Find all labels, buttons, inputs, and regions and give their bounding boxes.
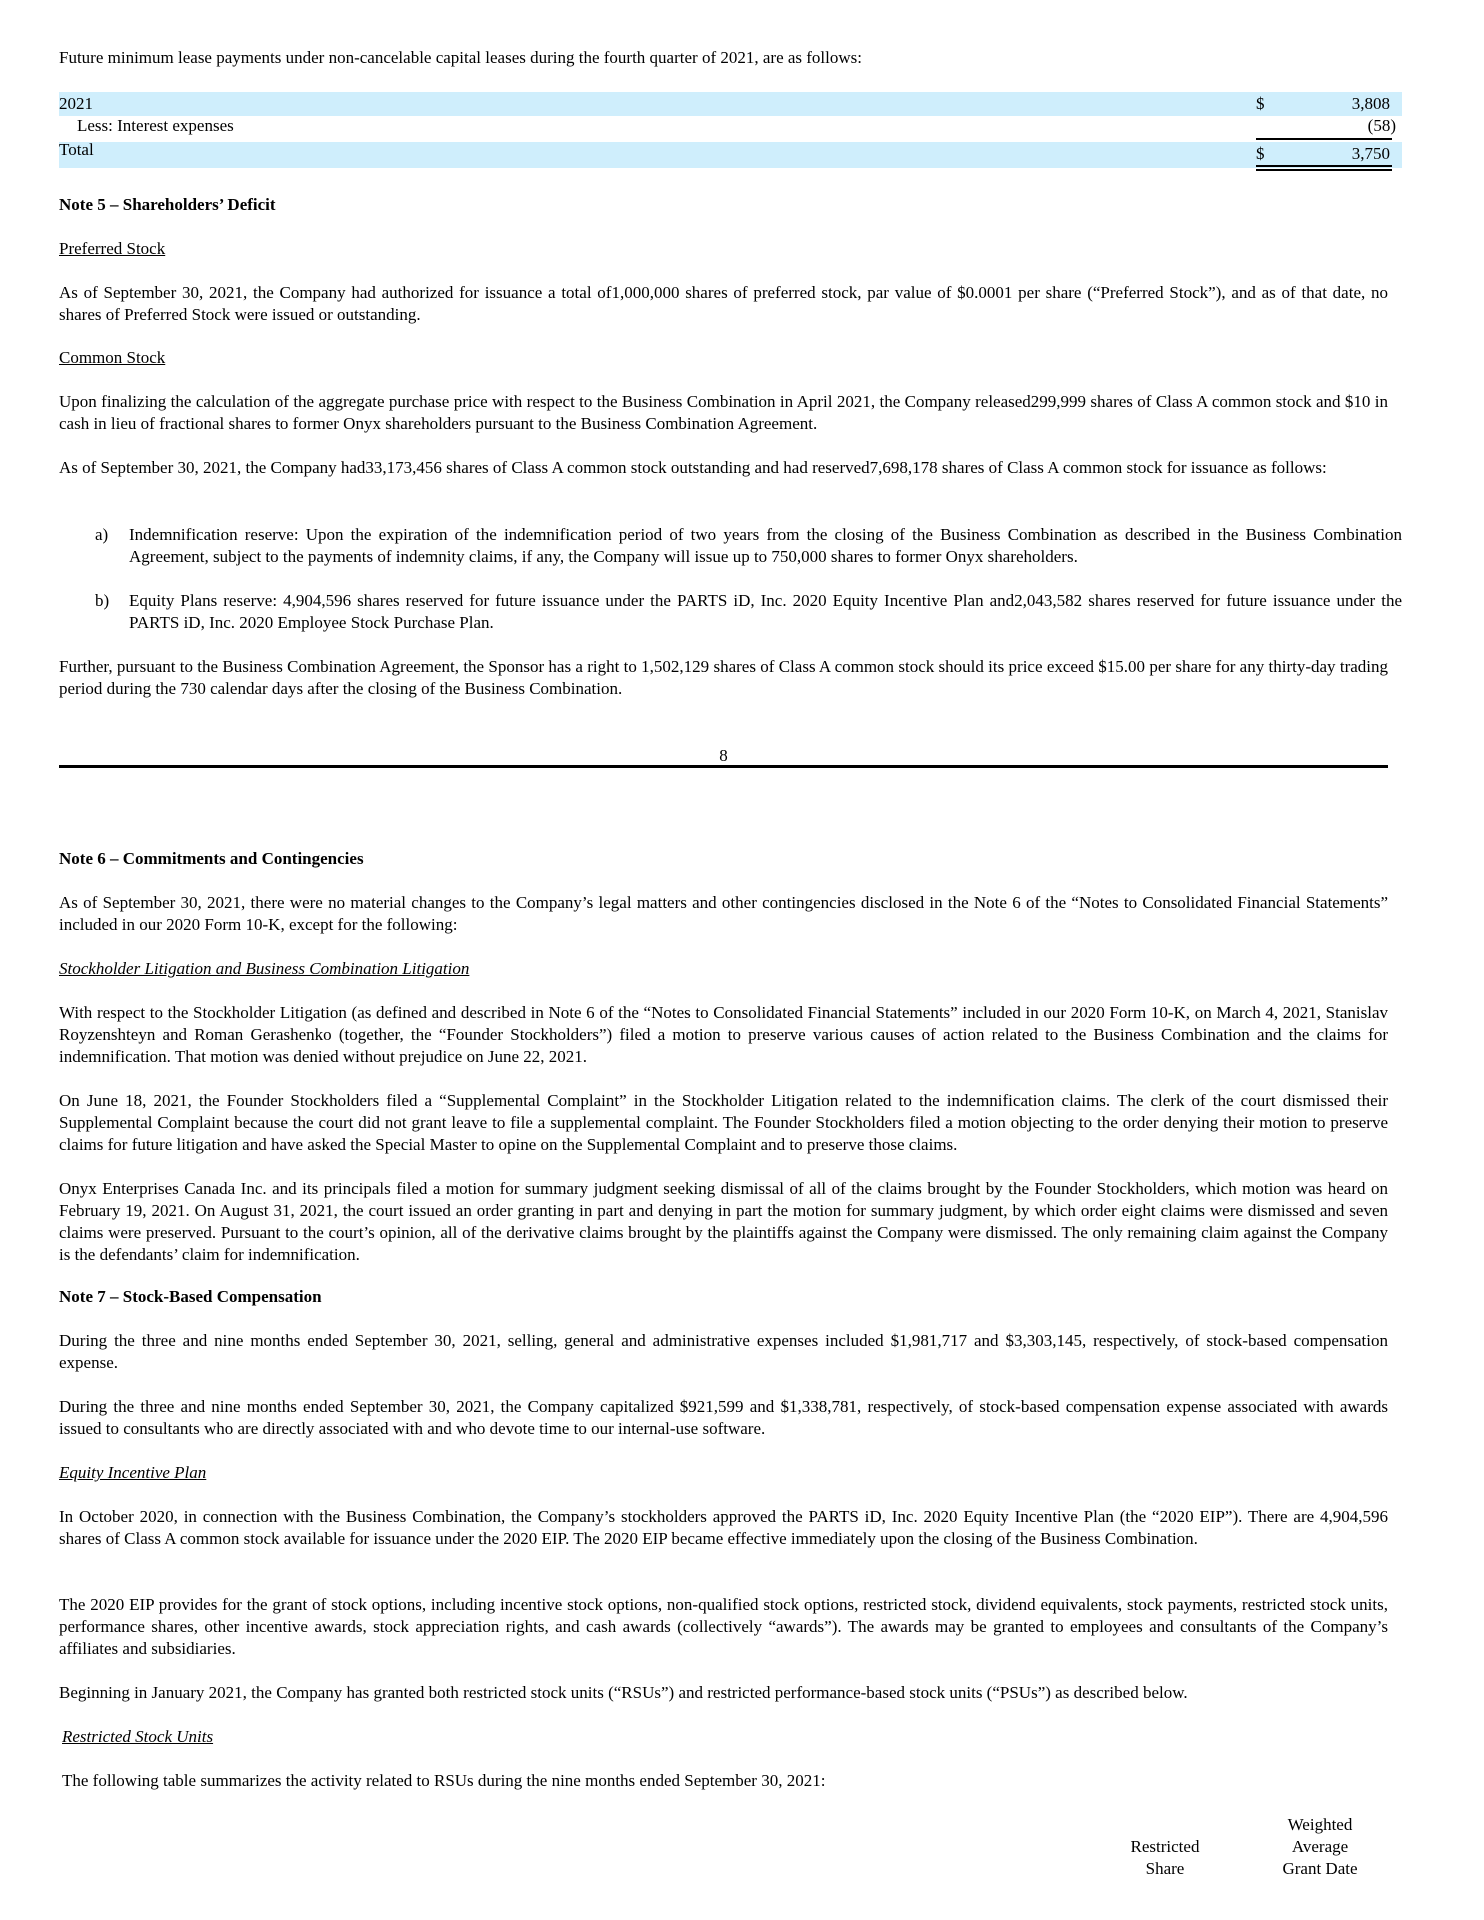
lease-row-label: Less: Interest expenses bbox=[77, 116, 234, 135]
column-header: Restricted bbox=[1130, 1837, 1200, 1856]
eip-text: The 2020 EIP provides for the grant of stock options, including incentive stock options, non-qualified stock options, restricted stock, dividend equivalents, stock payments, restricted stock units, performance shares, other incentive awards, stock appreciation rights, and cash awards (collectively “awards”). The awards may be granted to employees and consultants of the Company’s affiliates and subsidiaries. bbox=[59, 1595, 1388, 1658]
row-highlight bbox=[59, 92, 1402, 116]
column-header: Grant Date bbox=[1282, 1859, 1358, 1878]
list-marker: a) bbox=[95, 525, 109, 544]
subtotal-rule bbox=[1256, 138, 1392, 140]
note7-text: During the three and nine months ended September 30, 2021, selling, general and administrative expenses included $1,981,717 and $3,303,145, respectively, of stock-based compensation expense. bbox=[59, 1331, 1388, 1372]
rsu-text: The following table summarizes the activity related to RSUs during the nine months ended September 30, 2021: bbox=[62, 1771, 826, 1790]
litigation-subheading: Stockholder Litigation and Business Combination Litigation bbox=[59, 959, 470, 978]
lease-row-label: 2021 bbox=[59, 94, 93, 113]
eip-subheading: Equity Incentive Plan bbox=[59, 1463, 207, 1482]
preferred-stock-text: As of September 30, 2021, the Company had authorized for issuance a total of1,000,000 shares of preferred stock, par value of $0.0001 per share (“Preferred Stock”), and as of that date, no shares of Preferred Stock were issued or outstanding. bbox=[59, 283, 1388, 324]
page-number: 8 bbox=[719, 746, 728, 765]
list-marker: b) bbox=[95, 591, 110, 610]
page-divider bbox=[59, 765, 1388, 768]
lease-row-value: 3,750 bbox=[1351, 144, 1390, 163]
note5-heading: Note 5 – Shareholders’ Deficit bbox=[59, 195, 276, 214]
note6-heading: Note 6 – Commitments and Contingencies bbox=[59, 849, 364, 868]
lease-row-value: 3,808 bbox=[1351, 94, 1390, 113]
note6-text: On June 18, 2021, the Founder Stockholders filed a “Supplemental Complaint” in the Stockholder Litigation related to the indemnification claims. The clerk of the court dismissed their Supplemental Complaint because the court did not grant leave to file a supplemental complaint. The Founder Stockholders filed a motion objecting to the order denying their motion to preserve claims for future litigation and have asked the Special Master to opine on the Supplemental Complaint and to preserve those claims. bbox=[59, 1091, 1388, 1154]
list-item: Indemnification reserve: Upon the expiration of the indemnification period of two years from the closing of the Business Combination as described in the Business Combination Agreement, subject to the payments of indemnity claims, if any, the Company will issue up to 750,000 shares to former Onyx shareholders. bbox=[129, 525, 1402, 566]
column-header: Average bbox=[1291, 1837, 1349, 1856]
row-highlight bbox=[59, 142, 1402, 168]
eip-text: Beginning in January 2021, the Company has granted both restricted stock units (“RSUs”) and restricted performance-based stock units (“PSUs”) as described below. bbox=[59, 1683, 1188, 1702]
note7-text: During the three and nine months ended September 30, 2021, the Company capitalized $921,599 and $1,338,781, respectively, of stock-based compensation expense associated with awards issued to consultants who are directly associated with and who devote time to our internal-use software. bbox=[59, 1397, 1388, 1438]
sponsor-text: Further, pursuant to the Business Combination Agreement, the Sponsor has a right to 1,502,129 shares of Class A common stock should its price exceed $15.00 per share for any thirty-day trading period during the 730 calendar days after the closing of the Business Combination. bbox=[59, 657, 1388, 698]
column-header: Share bbox=[1145, 1859, 1185, 1878]
total-double-rule bbox=[1256, 169, 1392, 171]
note6-text: Onyx Enterprises Canada Inc. and its principals filed a motion for summary judgment seeking dismissal of all of the claims brought by the Founder Stockholders, which motion was heard on February 19, 2021. On August 31, 2021, the court issued an order granting in part and denying in part the motion for summary judgment, by which order eight claims were dismissed and seven claims were preserved. Pursuant to the court’s opinion, all of the derivative claims brought by the plaintiffs against the Company were dismissed. The only remaining claim against the Company is the defendants’ claim for indemnification. bbox=[59, 1179, 1388, 1264]
note6-text: With respect to the Stockholder Litigation (as defined and described in Note 6 of the “Notes to Consolidated Financial Statements” included in our 2020 Form 10-K, on March 4, 2021, Stanislav Royzenshteyn and Roman Gerashenko (together, the “Founder Stockholders”) filed a motion to preserve various causes of action related to the Business Combination and the claims for indemnification. That motion was denied without prejudice on June 22, 2021. bbox=[59, 1003, 1388, 1066]
column-header: Weighted bbox=[1287, 1815, 1353, 1834]
currency-symbol: $ bbox=[1256, 144, 1265, 163]
common-stock-heading: Common Stock bbox=[59, 348, 166, 367]
preferred-stock-heading: Preferred Stock bbox=[59, 239, 166, 258]
rsu-subheading: Restricted Stock Units bbox=[62, 1727, 214, 1746]
list-item: Equity Plans reserve: 4,904,596 shares reserved for future issuance under the PARTS iD, Inc. 2020 Equity Incentive Plan and2,043,582 shares reserved for future issuance under the PARTS iD, Inc. 2020 Employee Stock Purchase Plan. bbox=[129, 591, 1402, 632]
eip-text: In October 2020, in connection with the Business Combination, the Company’s stockholders approved the PARTS iD, Inc. 2020 Equity Incentive Plan (the “2020 EIP”). There are 4,904,596 shares of Class A common stock available for issuance under the 2020 EIP. The 2020 EIP became effective immediately upon the closing of the Business Combination. bbox=[59, 1507, 1388, 1548]
lease-row-value: (58) bbox=[1367, 116, 1396, 135]
lease-row-label: Total bbox=[59, 140, 94, 159]
total-double-rule bbox=[1256, 165, 1392, 167]
note6-text: As of September 30, 2021, there were no material changes to the Company’s legal matters and other contingencies disclosed in the Note 6 of the “Notes to Consolidated Financial Statements” included in our 2020 Form 10-K, except for the following: bbox=[59, 893, 1388, 934]
common-stock-text: As of September 30, 2021, the Company had33,173,456 shares of Class A common stock outstanding and had reserved7,698,178 shares of Class A common stock for issuance as follows: bbox=[59, 458, 1327, 477]
currency-symbol: $ bbox=[1256, 94, 1265, 113]
lease-intro: Future minimum lease payments under non-cancelable capital leases during the fourth quarter of 2021, are as follows: bbox=[59, 48, 862, 67]
note7-heading: Note 7 – Stock-Based Compensation bbox=[59, 1287, 322, 1306]
common-stock-text: Upon finalizing the calculation of the aggregate purchase price with respect to the Business Combination in April 2021, the Company released299,999 shares of Class A common stock and $10 in cash in lieu of fractional shares to former Onyx shareholders pursuant to the Business Combination Agreement. bbox=[59, 392, 1388, 433]
